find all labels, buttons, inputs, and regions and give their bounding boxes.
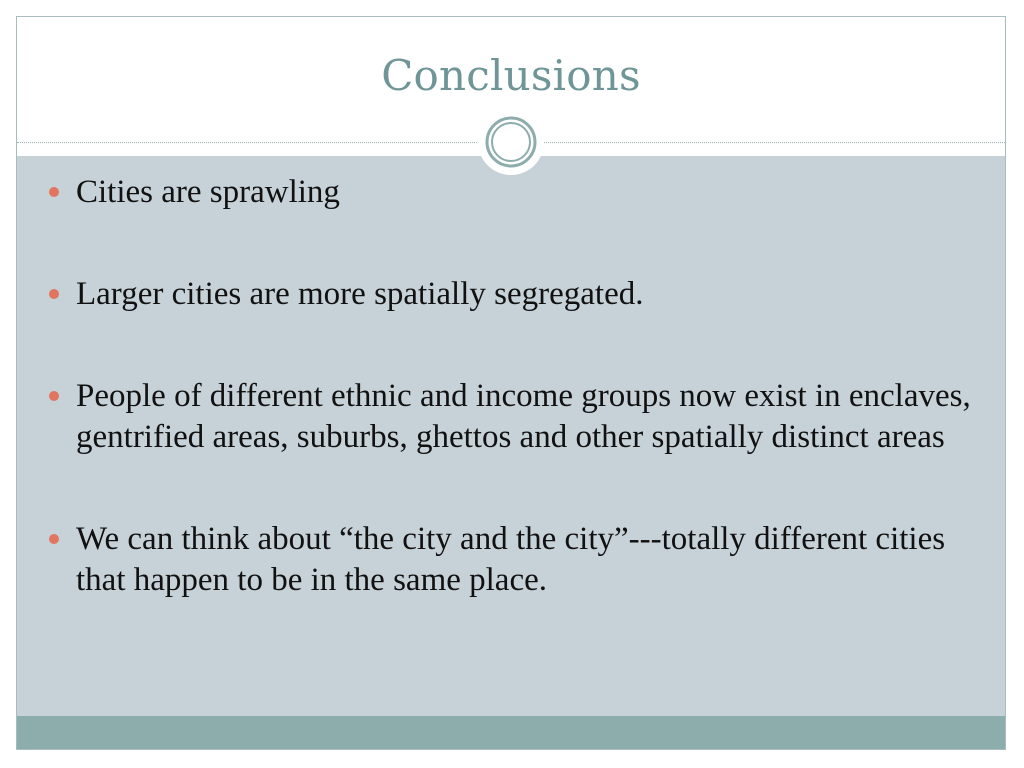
bullet-list bbox=[49, 172, 979, 662]
bullet-item bbox=[49, 274, 979, 315]
bullet-text: Cities are sprawling bbox=[76, 174, 340, 210]
bullet-text: We can think about “the city and the city”---totally different cities that happen to be in the same place. bbox=[76, 521, 946, 598]
bullet-item bbox=[49, 172, 979, 213]
bullet-text: People of different ethnic and income groups now exist in enclaves, gentrified areas, suburbs, ghettos and other spatially distinct areas bbox=[76, 378, 971, 455]
footer-bar bbox=[17, 716, 1005, 750]
bullet-dot-icon bbox=[49, 391, 59, 401]
bullet-text: Larger cities are more spatially segregated. bbox=[76, 276, 644, 312]
slide-title: Conclusions bbox=[381, 51, 641, 100]
bullet-dot-icon bbox=[49, 187, 59, 197]
bullet-item bbox=[49, 519, 979, 601]
bullet-dot-icon bbox=[49, 534, 59, 544]
circle-ring-icon bbox=[478, 109, 544, 175]
bullet-dot-icon bbox=[49, 289, 59, 299]
bullet-item bbox=[49, 376, 979, 458]
slide bbox=[16, 16, 1006, 750]
